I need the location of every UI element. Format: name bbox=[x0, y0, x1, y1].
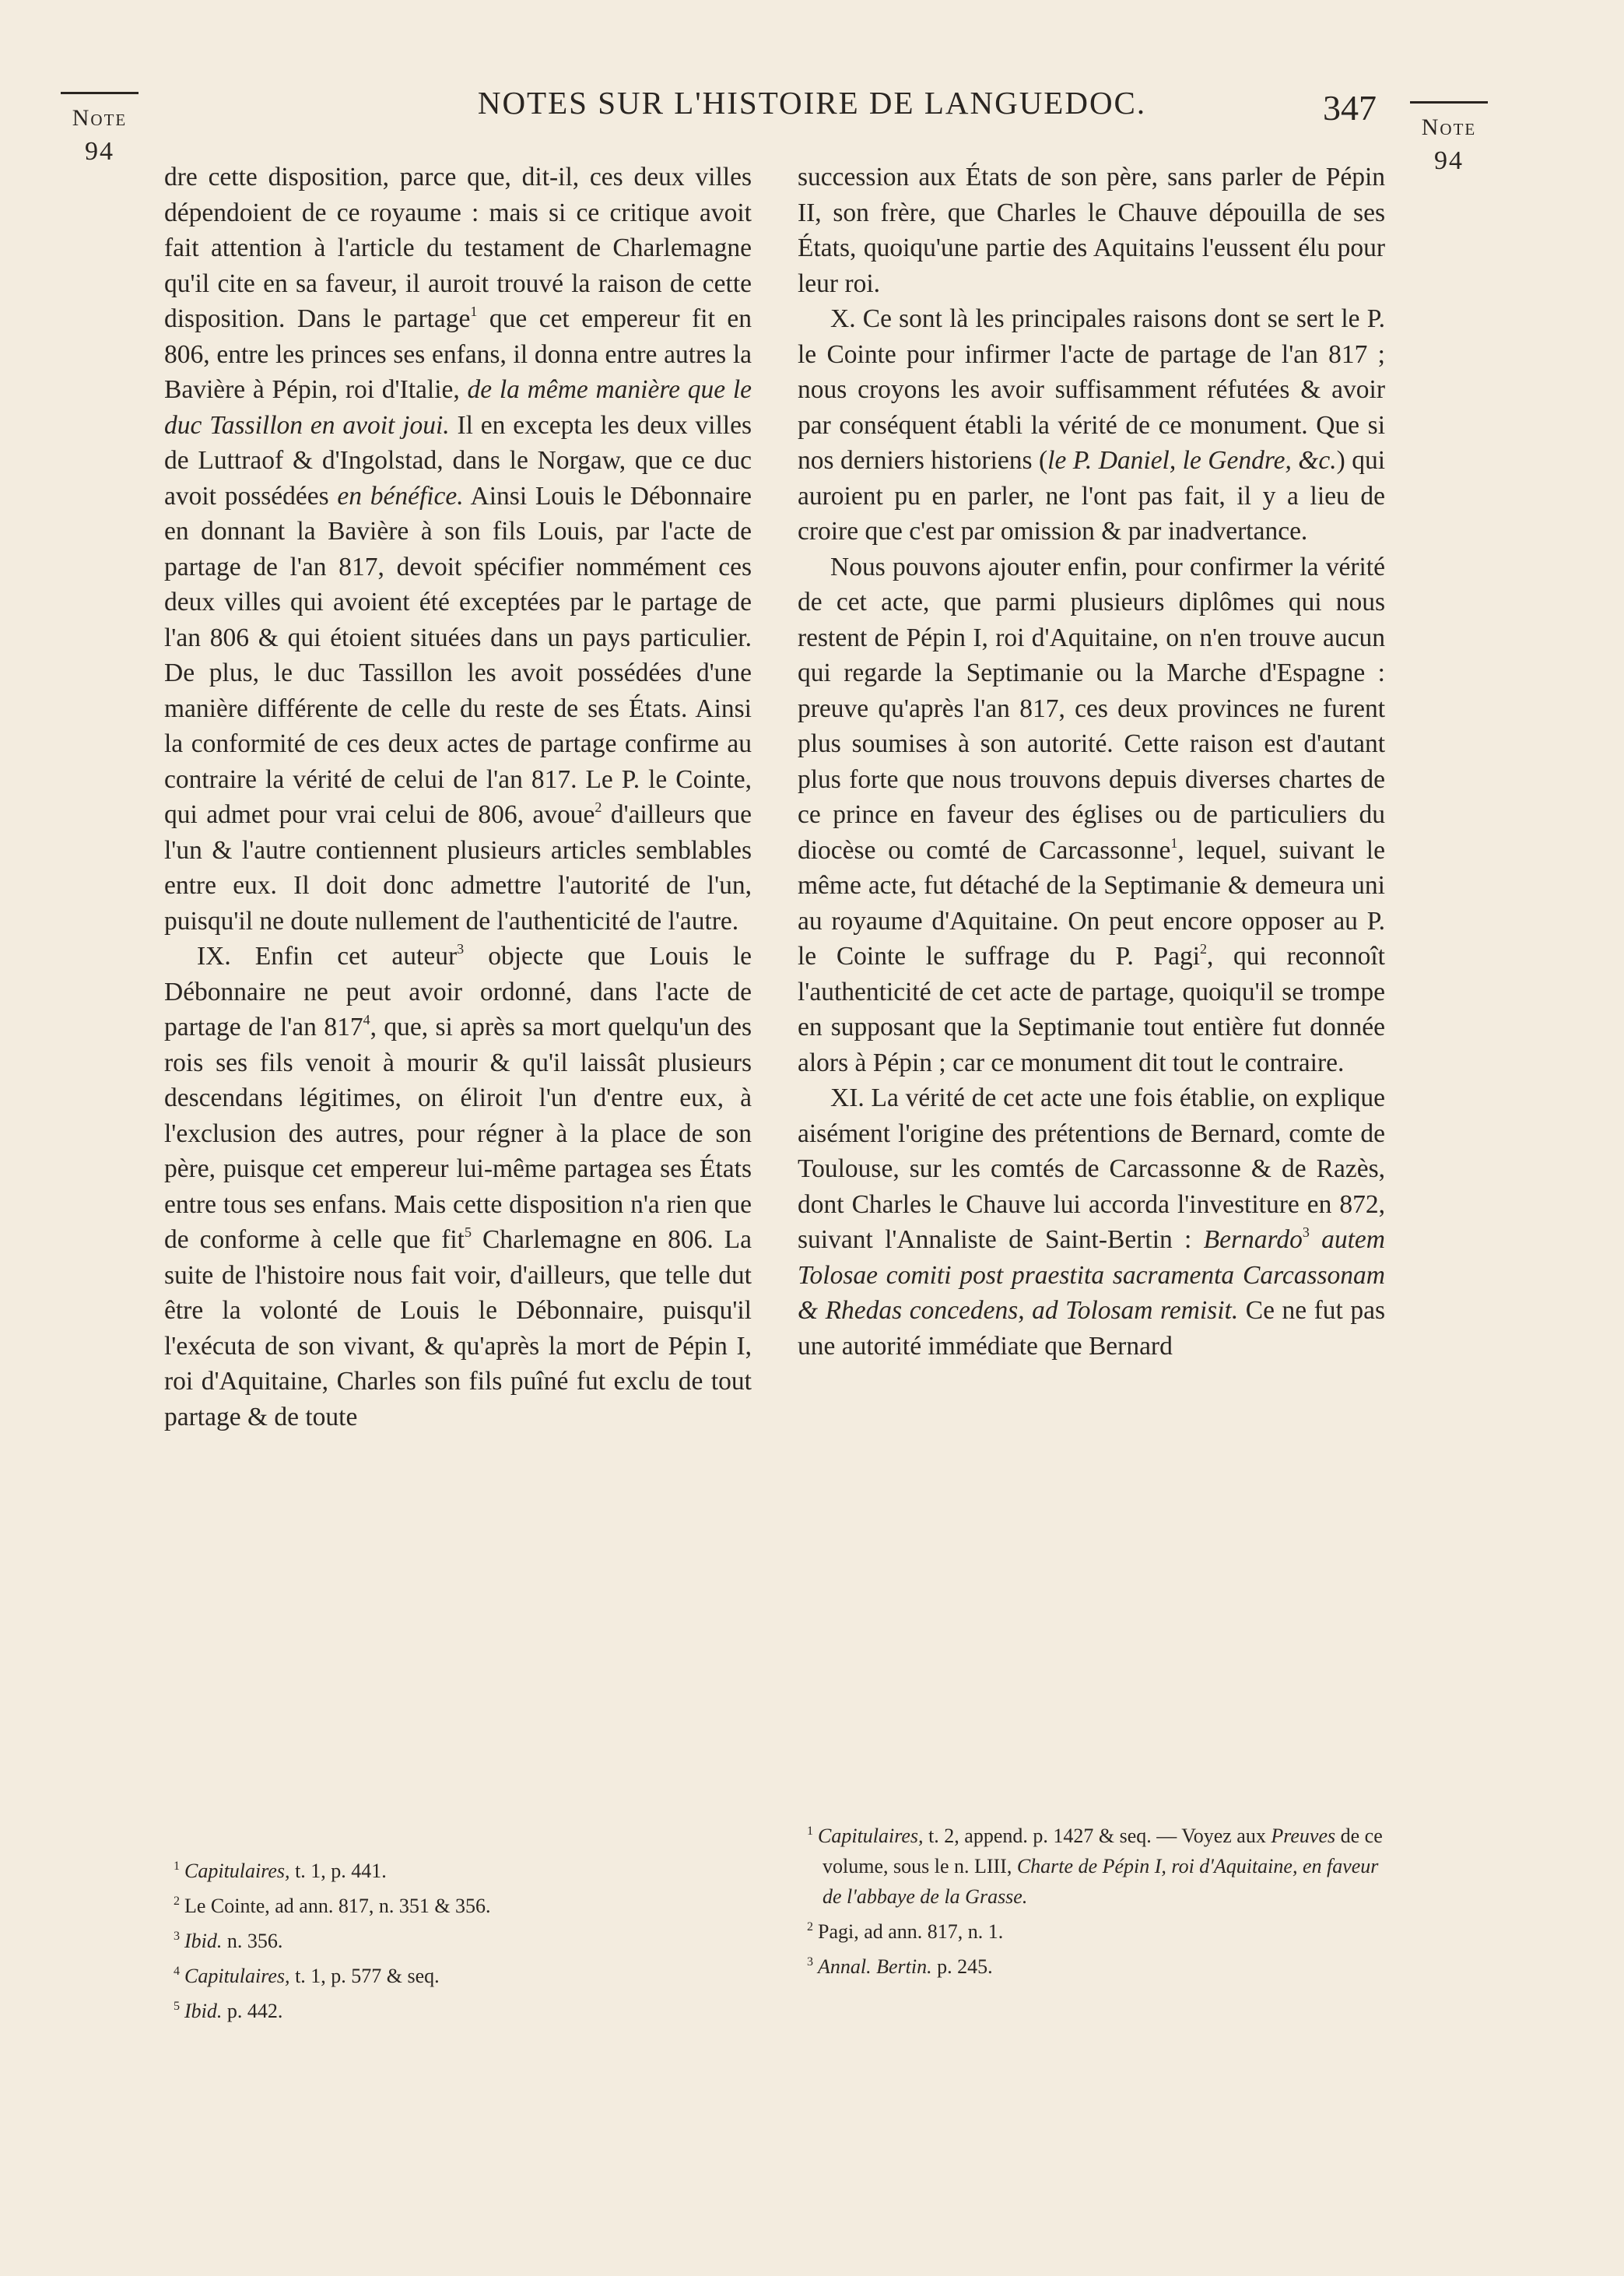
footnote-ref: 2 bbox=[595, 799, 602, 815]
margin-rule bbox=[1410, 101, 1488, 104]
footnote-ref: 1 bbox=[470, 304, 478, 319]
paragraph bbox=[798, 301, 1385, 550]
footnote bbox=[164, 1886, 752, 1921]
paragraph bbox=[798, 1080, 1385, 1364]
footnote bbox=[798, 1912, 1385, 1947]
text-run: que cet empereur fit en 806, entre les princes ses enfans, il donna entre autres la Bavière à Pépin, roi d'Italie, bbox=[164, 304, 752, 404]
footnote-number: 2 bbox=[807, 1920, 813, 1934]
text-run: X. Ce sont là les principales raisons dont se sert le P. le Cointe pour infirmer l'acte de partage de l'an 817 ; nous croyons les avoir suffisamment réfutées & avoir par conséquent établi la vérité de ce monument. Que si nos derniers historiens ( bbox=[798, 304, 1385, 475]
footnote-number: 4 bbox=[174, 1965, 180, 1978]
italic-run: Preuves bbox=[1271, 1825, 1336, 1847]
footnote bbox=[164, 1991, 752, 2026]
paragraph bbox=[798, 550, 1385, 1081]
paragraph: succession aux États de son père, sans parler de Pépin II, son frère, que Charles le Chauve dépouilla de ses États, quoiqu'une partie des Aquitains l'eussent élu pour leur roi. bbox=[798, 163, 1385, 298]
text-run: ) qui auroient pu en parler, ne l'ont pas fait, il y a lieu de croire que c'est par omission & par inadvertance. bbox=[798, 446, 1385, 546]
paragraph bbox=[164, 939, 752, 1435]
italic-run: Capitulaires, bbox=[184, 1860, 290, 1882]
text-run: Ce ne fut pas une autorité immédiate que Bernard bbox=[798, 1296, 1385, 1361]
paragraph bbox=[164, 160, 752, 939]
text-run: XI. La vérité de cet acte une fois établie, on explique aisément l'origine des prétentions de Bernard, comte de Toulouse, sur les comtés de Carcassonne & de Razès, dont Charles le Chauve lui accorda l'investiture en 872, suivant l'Annaliste de Saint-Bertin : bbox=[798, 1084, 1385, 1254]
left-column bbox=[164, 160, 752, 1435]
text-run: , lequel, suivant le même acte, fut détaché de la Septimanie & demeura uni au royaume d'Aquitaine. On peut encore opposer au P. le Cointe le suffrage du P. Pagi bbox=[798, 835, 1385, 971]
italic-run: le P. Daniel, le Gendre, &c. bbox=[1047, 446, 1337, 475]
margin-note-right bbox=[1410, 101, 1488, 175]
italic-run: Annal. Bertin. bbox=[818, 1955, 932, 1978]
text-run: t. 1, p. 577 & seq. bbox=[289, 1965, 440, 1987]
footnote bbox=[798, 1816, 1385, 1912]
text-run: d'ailleurs que l'un & l'autre contiennent plusieurs articles semblables entre eux. Il doit donc admettre l'autorité de l'un, puisqu'il ne doute nullement de l'authenticité de l'autre. bbox=[164, 800, 752, 936]
note-label: Note bbox=[72, 105, 128, 131]
text-run: de ce volume, sous le n. LIII, bbox=[823, 1825, 1383, 1877]
footnote-number: 1 bbox=[174, 1860, 180, 1873]
text-run: objecte que Louis le Débonnaire ne peut avoir ordonné, dans l'acte de partage de l'an 817 bbox=[164, 942, 752, 1041]
text-run: Ainsi Louis le Débonnaire en donnant la Bavière à son fils Louis, par l'acte de partage de l'an 817, devoit spécifier nommément ces deux villes qui avoient été exceptées par le partage de l'an 806 & qui étoient situées dans un pays particulier. De plus, le duc Tassillon les avoit possédées d'une manière différente de celle du reste de ses États. Ainsi la conformité de ces deux actes de partage confirme au contraire la vérité de celui de l'an 817. Le P. le Cointe, qui admet pour vrai celui de 806, avoue bbox=[164, 481, 752, 829]
footnote-ref: 4 bbox=[363, 1012, 370, 1027]
italic-run: Capitulaires, bbox=[818, 1825, 924, 1847]
italic-run: en bénéfice. bbox=[337, 481, 464, 511]
footnote-number: 5 bbox=[174, 2000, 180, 2013]
text-run: t. 2, append. p. 1427 & seq. — Voyez aux bbox=[923, 1825, 1271, 1847]
footnotes-right bbox=[798, 1816, 1385, 1982]
text-run: n. 356. bbox=[222, 1930, 283, 1952]
note-number: 94 bbox=[85, 137, 114, 166]
footnote bbox=[798, 1947, 1385, 1982]
footnote bbox=[164, 1921, 752, 1956]
footnote bbox=[164, 1956, 752, 1991]
text-run: , qui reconnoît l'authenticité de cet acte de partage, quoiqu'il se trompe en supposant que la Septimanie tout entière fut donnée alors à Pépin ; car ce monument dit tout le contraire. bbox=[798, 942, 1385, 1077]
footnote-number: 1 bbox=[807, 1825, 813, 1838]
footnote-number: 3 bbox=[174, 1930, 180, 1943]
italic-run: Ibid. bbox=[184, 1930, 223, 1952]
footnote-ref: 3 bbox=[457, 941, 465, 957]
text-run: Il en excepta les deux villes de Luttraof & d'Ingolstad, dans le Norgaw, que ce duc avoit possédées bbox=[164, 410, 752, 511]
text-run: p. 245. bbox=[931, 1955, 993, 1978]
text-run: Nous pouvons ajouter enfin, pour confirmer la vérité de cet acte, que parmi plusieurs diplômes qui nous restent de Pépin I, roi d'Aquitaine, on n'en trouve aucun qui regarde la Septimanie ou la Marche d'Espagne : preuve qu'après l'an 817, ces deux provinces ne furent plus soumises à son autorité. Cette raison est d'autant plus forte que nous trouvons depuis diverses chartes de ce prince en faveur des églises ou de particuliers du diocèse ou comté de Carcassonne bbox=[798, 552, 1385, 865]
footnote-number: 3 bbox=[807, 1955, 813, 1969]
text-run: , que, si après sa mort quelqu'un des rois ses fils venoit à mourir & qu'il laissât plusieurs descendans légitimes, on éliroit l'un d'entre eux, à l'exclusion des autres, pour régner à la place de son père, puisque cet empereur lui-même partagea ses États entre tous ses enfans. Mais cette disposition n'a rien que de conforme à celle que fit bbox=[164, 1013, 752, 1254]
italic-run: Ibid. bbox=[184, 2000, 223, 2022]
italic-run: Capitulaires, bbox=[184, 1965, 290, 1987]
footnote-ref: 5 bbox=[465, 1224, 472, 1240]
text-run: dre cette disposition, parce que, dit-il, ces deux villes dépendoient de ce royaume : mais si ce critique avoit fait attention à l'article du testament de Charlemagne qu'il cite en sa faveur, il auroit trouvé la raison de cette disposition. Dans le partage bbox=[164, 163, 752, 333]
footnote bbox=[164, 1851, 752, 1886]
footnote-ref: 2 bbox=[1200, 941, 1208, 957]
page-number: 347 bbox=[1323, 88, 1377, 128]
text-run: IX. Enfin cet auteur bbox=[197, 942, 458, 971]
footnotes-left bbox=[164, 1851, 752, 2026]
text-run: t. 1, p. 441. bbox=[289, 1860, 387, 1882]
italic-run: de la même manière que le duc Tassillon en avoit joui. bbox=[164, 375, 752, 440]
footnote-ref: 3 bbox=[1302, 1224, 1310, 1240]
text-run: Charlemagne en 806. La suite de l'histoire nous fait voir, d'ailleurs, que telle dut être la volonté de Louis le Débonnaire, puisqu'il l'exécuta de son vivant, & qu'après la mort de Pépin I, roi d'Aquitaine, Charles son fils puîné fut exclu de tout partage & de toute bbox=[164, 1225, 752, 1431]
text-run: Le Cointe, ad ann. 817, n. 351 & 356. bbox=[184, 1895, 491, 1917]
italic-run: autem Tolosae comiti post praestita sacramenta Carcassonam & Rhedas concedens, ad Tolosam remisit. bbox=[798, 1225, 1385, 1325]
right-column bbox=[798, 160, 1385, 1364]
footnote-number: 2 bbox=[174, 1895, 180, 1908]
running-header-title: NOTES SUR L'HISTOIRE DE LANGUEDOC. bbox=[477, 85, 1147, 121]
footnote-ref: 1 bbox=[1170, 834, 1178, 851]
text-run: Pagi, ad ann. 817, n. 1. bbox=[818, 1920, 1004, 1943]
italic-run: Charte de Pépin I, roi d'Aquitaine, en faveur de l'abbaye de la Grasse. bbox=[823, 1855, 1379, 1908]
italic-run: Bernardo bbox=[1203, 1225, 1303, 1254]
text-run: p. 442. bbox=[222, 2000, 283, 2022]
note-number: 94 bbox=[1434, 146, 1464, 175]
note-label: Note bbox=[1421, 114, 1477, 140]
